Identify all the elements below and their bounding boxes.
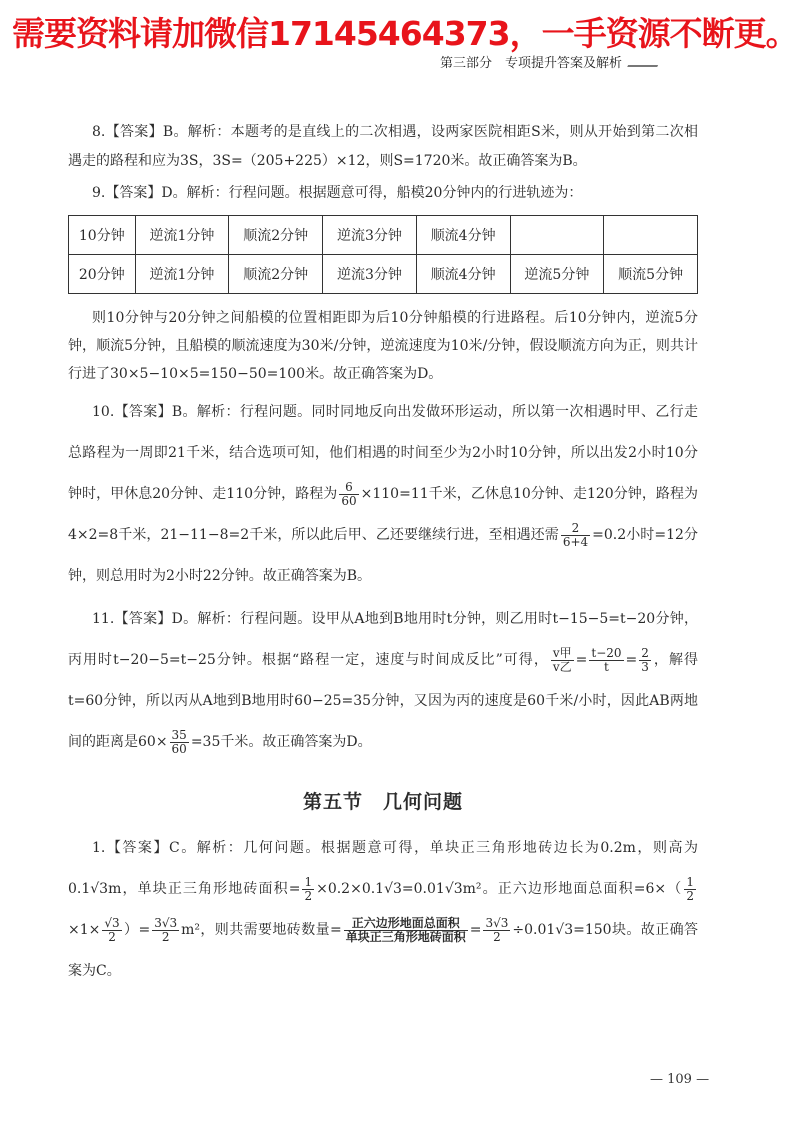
fraction: $\frac{\text{v甲}}{\text{v乙}}$ [552,645,572,674]
section-title: 第五节 几何问题 [302,791,463,813]
fraction: $\frac{2}{3}$ [641,645,649,674]
geometry-answer-1: 1.【答案】C。解析：几何问题。根据题意可得，单块正三角形地砖边长为0.2m，则高为0.1√3m，单块正三角形地砖面积= $\frac{1}{2}$ ×0.2×0.1√3=0.01√3m²。正六边形地面总面积=6×（ $\frac{1}{2}$ ×1× $\frac{√3}{2}$ ）= $\frac{3√3}{2}$ m²，则共需要地砖数量= $\frac{\text{正六边形地面总面积}}{\text{单块正三角形地砖面积}}$ = $\frac{3√3}{2}$ ÷0.01√3=150块。故正确答案为C。 [68,840,698,979]
fraction: $\frac{35}{60}$ [171,727,187,756]
trajectory-table [68,215,698,294]
fraction: $\frac{3√3}{2}$ [154,915,178,944]
fraction: $\frac{1}{2}$ [686,874,694,903]
table-cell: 逆流3分钟 [323,255,417,294]
fraction: $\frac{2}{6+4}$ [562,520,589,549]
table-cell: 顺流4分钟 [416,216,510,255]
table-cell [510,216,604,255]
fraction: $\frac{6}{60}$ [341,479,357,508]
page-number: — 109 — [650,1072,710,1087]
table-row [69,216,698,255]
answer-8: 8.【答案】B。解析：本题考的是直线上的二次相遇，设两家医院相距S米，则从开始到第二次相遇走的路程和应为3S，3S=（205+225）×12，则S=1720米。故正确答案为B。 [68,124,698,169]
answer-11: 11.【答案】D。解析：行程问题。设甲从A地到B地用时t分钟，则乙用时t−15−5=t−20分钟，丙用时t−20−5=t−25分钟。根据“路程一定，速度与时间成反比”可得， $\frac{\text{v甲}}{\text{v乙}}$ = $\frac{t-20}{t}$ = $\frac{2}{3}$ ，解得t=60分钟，所以丙从A地到B地用时60−25=35分钟，又因为丙的速度是60千米/小时，因此AB两地间的距离是60× $\frac{35}{60}$ =35千米。故正确答案为D。 [68,611,698,756]
fraction: $\frac{\text{正六边形地面总面积}}{\text{单块正三角形地砖面积}}$ [345,915,466,944]
table-cell: 顺流5分钟 [604,255,698,294]
page-content [68,118,698,992]
fraction: $\frac{√3}{2}$ [104,915,120,944]
table-row [69,255,698,294]
watermark: 需要资料请加微信17145464373，一手资源不断更。 [12,14,798,53]
fraction: $\frac{1}{2}$ [304,874,313,903]
fraction: $\frac{3√3}{2}$ [485,915,509,944]
table-cell: 逆流1分钟 [135,216,229,255]
table-cell: 10分钟 [69,216,136,255]
page-header: 第三部分 专项提升答案及解析 [440,52,660,71]
table-cell: 顺流2分钟 [229,216,323,255]
table-cell: 20分钟 [69,255,136,294]
answer-9: 9.【答案】D。解析：行程问题。根据题意可得，船模20分钟内的行进轨迹为： [92,185,583,201]
table-cell: 顺流4分钟 [416,255,510,294]
answer-10: 10.【答案】B。解析：行程问题。同时同地反向出发做环形运动，所以第一次相遇时甲、乙行走总路程为一周即21千米，结合选项可知，他们相遇的时间至少为2小时10分钟，所以出发2小时10分钟时，甲休息20分钟、走110分钟，路程为 $\frac{6}{60}$ ×110=11千米，乙休息10分钟、走120分钟，路程为4×2=8千米，21−11−8=2千米，所以此后甲、乙还要继续行进，至相遇还需 $\frac{2}{6+4}$ =0.2小时=12分钟，则总用时为2小时22分钟。故正确答案为B。 [68,404,698,584]
header-decoration [627,55,663,67]
table-cell [604,216,698,255]
table-cell: 逆流3分钟 [323,216,417,255]
table-cell: 逆流1分钟 [135,255,229,294]
table-cell: 顺流2分钟 [229,255,323,294]
fraction: $\frac{t-20}{t}$ [591,645,622,674]
table-cell: 逆流5分钟 [510,255,604,294]
answer-9-explanation: 则10分钟与20分钟之间船模的位置相距即为后10分钟船模的行进路程。后10分钟内，逆流5分钟，顺流5分钟，且船模的顺流速度为30米/分钟，逆流速度为10米/分钟，假设顺流方向为正，则共计行进了30×5−10×5=150−50=100米。故正确答案为D。 [68,310,698,382]
